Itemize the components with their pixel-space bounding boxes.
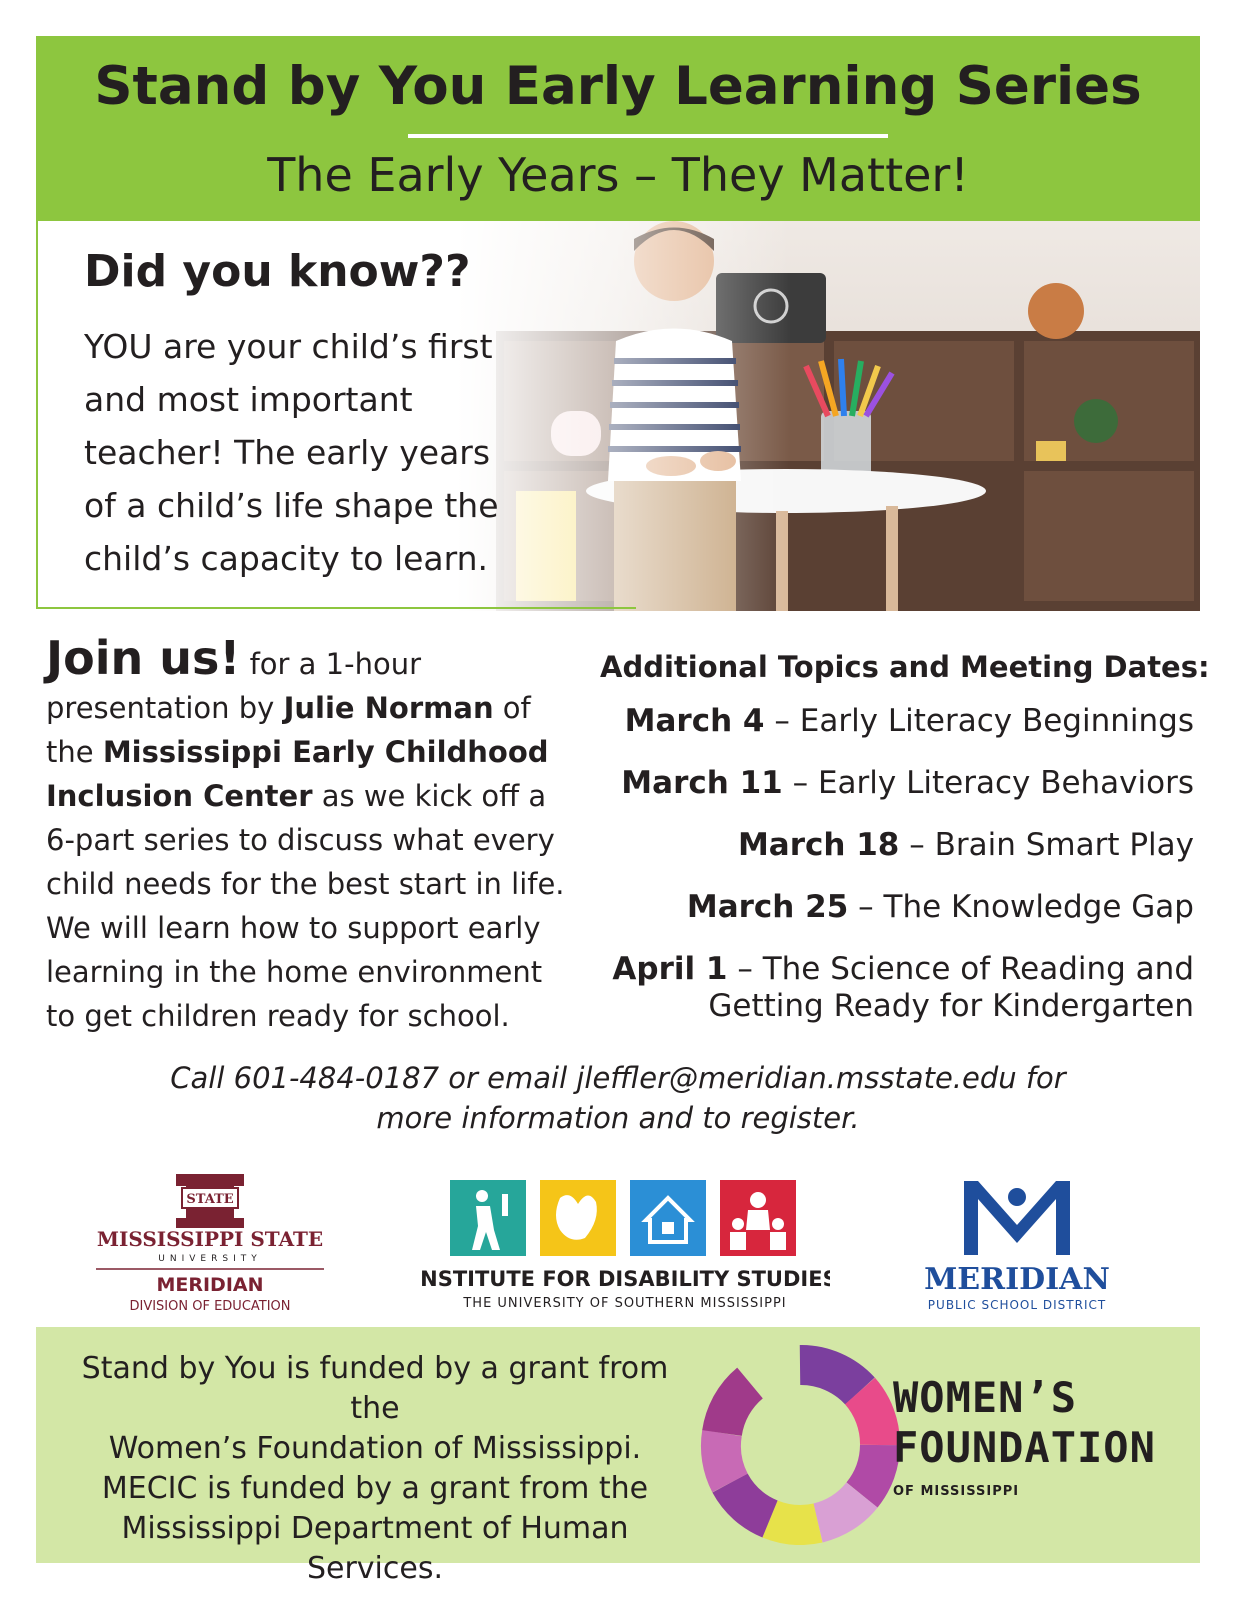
- funding-footer: [36, 1327, 1200, 1586]
- page-subtitle: The Early Years – They Matter!: [267, 148, 969, 202]
- topic-title: The Science of Reading and: [762, 951, 1194, 987]
- funding-line: Women’s Foundation of Mississippi.: [108, 1431, 642, 1466]
- ids-logo: [420, 1180, 830, 1320]
- funding-line: Mississippi Department of Human Services.: [121, 1511, 629, 1586]
- womens-foundation-ring-logo: [700, 1345, 900, 1545]
- house-icon: [630, 1180, 706, 1256]
- topic-item: April 1 – The Science of Reading and: [612, 951, 1194, 987]
- topic-item: March 4 – Early Literacy Beginnings: [624, 703, 1194, 739]
- wfm-line: FOUNDATION: [893, 1423, 1156, 1472]
- msu-badge-text: STATE: [186, 1192, 234, 1207]
- did-you-know-text: YOU are your child’s first and most important teacher! The early years of a child’s life shape the child’s capacity to learn.: [84, 327, 499, 578]
- topic-date: March 11: [621, 765, 783, 801]
- ids-university: THE UNIVERSITY OF SOUTHERN MISSISSIPPI: [463, 1296, 787, 1311]
- ids-name: INSTITUTE FOR DISABILITY STUDIES: [420, 1267, 830, 1291]
- join-text-1: for a 1-hour presentation by: [46, 647, 422, 725]
- join-text-3: as we kick off a 6-part series to discuss what every child needs for the best start in life. We will learn how to support early learning in the home environment to get children ready for school.: [46, 779, 565, 1033]
- contact-line: Call 601-484-0187 or email jleffler@meridian.msstate.edu for: [170, 1061, 1066, 1095]
- topic-title: Early Literacy Beginnings: [799, 703, 1194, 739]
- wfm-state-label: OF MISSISSIPPI: [893, 1484, 1020, 1499]
- topic-item: March 11 – Early Literacy Behaviors: [621, 765, 1194, 801]
- msu-meridian-logo: [96, 1172, 324, 1322]
- organization-name: Mississippi Early Childhood Inclusion Center: [46, 735, 549, 813]
- funding-statement: [60, 1349, 690, 1589]
- topics-heading: Additional Topics and Meeting Dates:: [600, 650, 1210, 684]
- topic-title: Early Literacy Behaviors: [817, 765, 1194, 801]
- page-title: Stand by You Early Learning Series: [94, 56, 1142, 117]
- presenter-name: Julie Norman: [283, 691, 494, 725]
- womens-foundation-wordmark: [893, 1373, 1156, 1473]
- msu-division: DIVISION OF EDUCATION: [129, 1299, 291, 1314]
- header-band: [36, 36, 1200, 221]
- join-us-paragraph: [46, 631, 576, 1038]
- topic-date: March 4: [624, 703, 765, 739]
- mpsd-sub: PUBLIC SCHOOL DISTRICT: [927, 1298, 1107, 1312]
- topic-item: March 18 – Brain Smart Play: [737, 827, 1194, 863]
- topic-date: March 18: [737, 827, 900, 863]
- meridian-public-school-district-logo: [916, 1175, 1122, 1320]
- msu-name: MISSISSIPPI STATE: [96, 1227, 324, 1251]
- topic-date: April 1: [612, 951, 728, 987]
- topic-item-continuation: Getting Ready for Kindergarten: [708, 988, 1194, 1024]
- title-divider: [408, 134, 888, 138]
- wfm-line: WOMEN’S: [893, 1373, 1078, 1422]
- topic-date: March 25: [686, 889, 849, 925]
- funding-line: Stand by You is funded by a grant from the: [81, 1351, 669, 1426]
- topic-title: The Knowledge Gap: [883, 889, 1194, 925]
- join-text-2: of the: [46, 691, 531, 769]
- contact-info: [0, 1058, 1236, 1138]
- mpsd-name: MERIDIAN: [924, 1262, 1110, 1297]
- msu-campus: MERIDIAN: [156, 1274, 264, 1296]
- topic-item: March 25 – The Knowledge Gap: [686, 889, 1194, 925]
- join-us-lead: Join us!: [46, 631, 241, 685]
- funding-line: MECIC is funded by a grant from the: [101, 1471, 649, 1506]
- contact-line: more information and to register.: [376, 1101, 860, 1135]
- did-you-know-heading: Did you know??: [84, 246, 471, 297]
- topic-title: Brain Smart Play: [934, 827, 1194, 863]
- msu-university: UNIVERSITY: [158, 1254, 262, 1264]
